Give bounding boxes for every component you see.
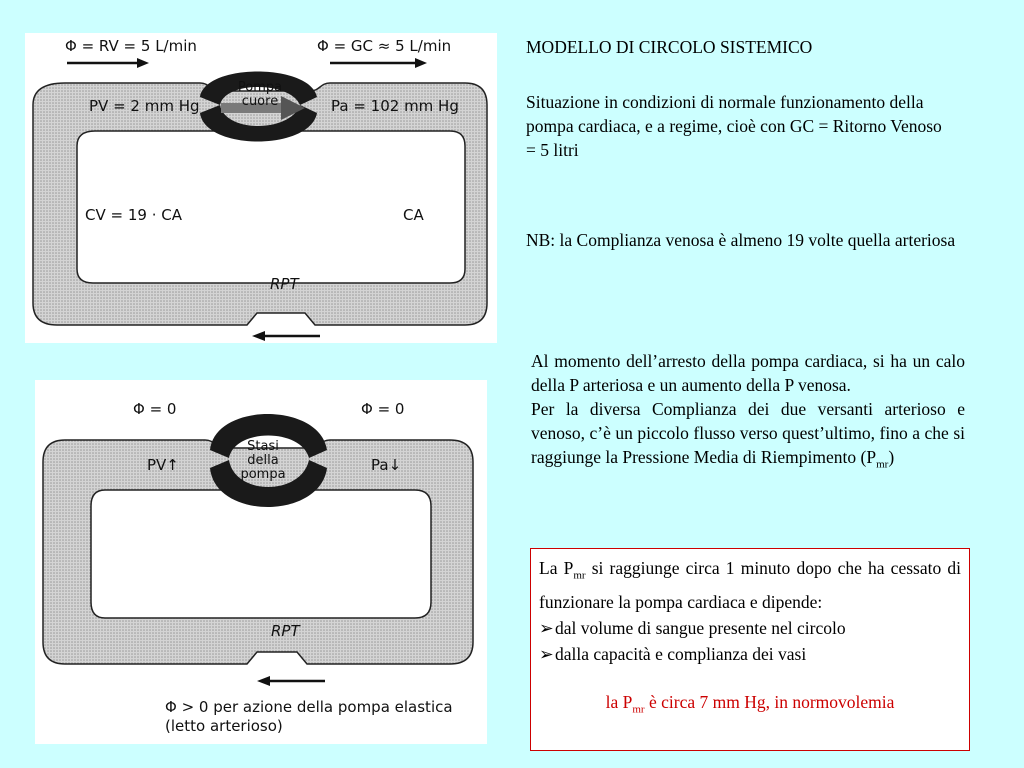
bullet-text: dalla capacità e complianza dei vasi — [555, 643, 807, 664]
arrest-drawing — [35, 380, 487, 744]
zero-flow-right-label: Φ = 0 — [361, 400, 405, 418]
venous-pressure-label: PV = 2 mm Hg — [89, 97, 200, 115]
arrest-explanation — [531, 349, 965, 477]
arrest-explanation-text: Al momento dell’arresto della pompa cardiaca, si ha un calo della P arteriosa e un aumento della P venosa. Per la diversa Complianza dei due versanti arterioso e venoso, c’è un piccolo flusso verso quest’ultimo, fino a che si raggiunge la Pressione Media di Riempimento (P — [531, 351, 965, 467]
pump-stasis-label: Stasi della pompa — [240, 439, 286, 482]
pmr-intro-pre: La P — [539, 558, 574, 578]
list-item — [539, 615, 961, 641]
pmr-value-post: è circa 7 mm Hg, in normovolemia — [644, 691, 895, 712]
arrow-bullet-icon: ➢ — [539, 643, 554, 664]
compliance-note: NB: la Complianza venosa è almeno 19 volte quella arteriosa — [526, 230, 956, 250]
cardiac-output-label: Φ = GC ≈ 5 L/min — [317, 37, 452, 55]
elastic-pump-caption: Φ > 0 per azione della pompa elastica (letto arterioso) — [165, 698, 453, 735]
pmr-value-sub: mr — [632, 703, 645, 715]
normal-condition-text: Situazione in condizioni di normale funzionamento della pompa cardiaca, e a regime, cioè con GC = Ritorno Venoso = 5 litri — [526, 92, 942, 160]
pump-arrest-diagram — [35, 380, 487, 744]
peripheral-resistance-label: RPT — [270, 275, 299, 293]
list-item — [539, 641, 961, 667]
arterial-pressure-label: Pa = 102 mm Hg — [331, 97, 459, 115]
pmr-value-pre: la P — [605, 691, 633, 712]
pmr-value-note — [539, 689, 961, 723]
pump-label: Pompa cuore — [237, 80, 283, 109]
arterial-compliance-label: CA — [403, 206, 424, 224]
venous-pressure-up-label: PV↑ — [147, 456, 179, 474]
pmr-subscript: mr — [876, 458, 889, 471]
closing-paren: ) — [888, 447, 895, 467]
pmr-info-box — [530, 548, 970, 751]
bullet-text: dal volume di sangue presente nel circolo — [555, 617, 846, 638]
pmr-intro-sub: mr — [573, 569, 586, 582]
peripheral-resistance-label: RPT — [271, 622, 300, 640]
arrow-bullet-icon: ➢ — [539, 617, 554, 638]
pmr-intro — [539, 555, 961, 615]
vessel-ring — [33, 80, 487, 325]
normal-circulation-diagram — [25, 33, 497, 343]
arterial-pressure-down-label: Pa↓ — [371, 456, 402, 474]
venous-return-label: Φ = RV = 5 L/min — [65, 37, 197, 55]
zero-flow-left-label: Φ = 0 — [133, 400, 177, 418]
flow-arrows — [257, 676, 325, 686]
venous-compliance-label: CV = 19 · CA — [85, 206, 182, 224]
page-title: MODELLO DI CIRCOLO SISTEMICO — [526, 37, 813, 57]
pmr-intro-post: si raggiunge circa 1 minuto dopo che ha cessato di funzionare la pompa cardiaca e dipende: — [539, 558, 961, 612]
